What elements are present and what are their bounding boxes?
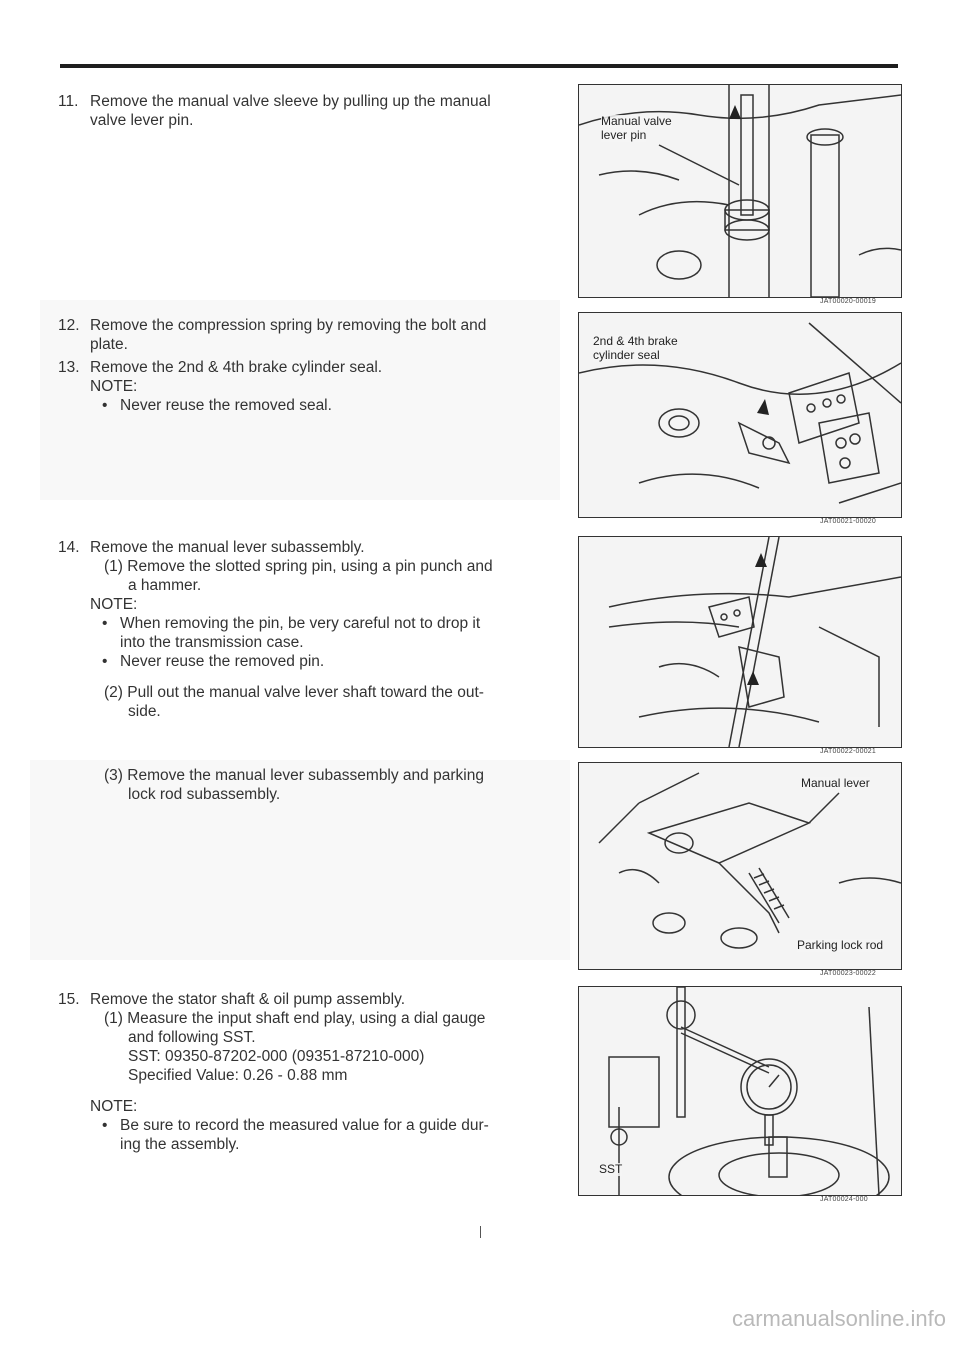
step-text: Remove the 2nd & 4th brake cylinder seal. [90, 359, 383, 376]
bullet-text: into the transmission case. [120, 634, 304, 651]
figure-label: cylinder seal [593, 348, 660, 362]
figure-manual-lever [578, 762, 902, 970]
figure-brake-cylinder-seal [578, 312, 902, 518]
step-text: Remove the stator shaft & oil pump assembly. [90, 991, 406, 1008]
step-number: 12. [58, 317, 80, 334]
note-heading: NOTE: [90, 378, 138, 395]
figure-slotted-spring-pin [578, 536, 902, 748]
bullet-text: When removing the pin, be very careful not to drop it [120, 615, 481, 632]
step-text: valve lever pin. [90, 112, 194, 129]
substep-text: and following SST. [128, 1029, 256, 1046]
figure-illustration [579, 987, 901, 1195]
step-number: 11. [58, 93, 79, 110]
header-rule [60, 64, 898, 68]
bullet-item [102, 614, 558, 652]
step-text: Remove the manual valve sleeve by pulling up the manual [90, 93, 491, 110]
specified-value: Specified Value: 0.26 - 0.88 mm [128, 1067, 348, 1084]
figure-code: JAT00023-00022 [820, 970, 876, 977]
sst-number: SST: 09350-87202-000 (09351-87210-000) [128, 1048, 425, 1065]
step-11 [58, 92, 558, 130]
step-text: Remove the manual lever subassembly. [90, 539, 365, 556]
substep-text: (3) Remove the manual lever subassembly and parking [104, 767, 484, 784]
step-15 [58, 990, 558, 1154]
figure-label: 2nd & 4th brake [593, 334, 678, 348]
figure-label: Manual lever [801, 776, 870, 790]
substep-text: lock rod subassembly. [128, 786, 281, 803]
bullet-item [102, 1116, 558, 1154]
bullet-dot: • [102, 397, 108, 414]
step-number: 14. [58, 539, 80, 556]
substep-text: side. [128, 703, 161, 720]
step-number: 15. [58, 991, 80, 1008]
watermark: carmanualsonline.info [731, 1306, 946, 1331]
figure-illustration [579, 537, 901, 747]
step-14 [58, 538, 558, 721]
step-13 [58, 358, 558, 415]
note-heading: NOTE: [90, 596, 138, 613]
bullet-item [102, 396, 558, 415]
bullet-dot: • [102, 615, 108, 632]
step-number: 13. [58, 359, 80, 376]
page-mark [480, 1226, 481, 1238]
bullet-item [102, 652, 558, 671]
substep-text: a hammer. [128, 577, 202, 594]
substep-text: (1) Remove the slotted spring pin, using a pin punch and [104, 558, 493, 575]
step-12 [58, 316, 558, 354]
bullet-text: Never reuse the removed pin. [120, 653, 325, 670]
step-14-sub3 [58, 766, 558, 804]
figure-code: JAT00024-000 [820, 1196, 868, 1203]
figure-label: Manual valve [601, 114, 672, 128]
step-text: plate. [90, 336, 128, 353]
figure-code: JAT00020-00019 [820, 298, 876, 305]
substep-text: (2) Pull out the manual valve lever shaft toward the out- [104, 684, 484, 701]
bullet-text: ing the assembly. [120, 1136, 240, 1153]
bullet-dot: • [102, 653, 108, 670]
figure-code: JAT00021-00020 [820, 518, 876, 525]
figure-manual-valve-lever-pin [578, 84, 902, 298]
figure-code: JAT00022-00021 [820, 748, 876, 755]
figure-dial-gauge [578, 986, 902, 1196]
substep-text: (1) Measure the input shaft end play, using a dial gauge [104, 1010, 486, 1027]
step-text: Remove the compression spring by removing the bolt and [90, 317, 487, 334]
figure-label: Parking lock rod [797, 938, 884, 952]
bullet-dot: • [102, 1117, 108, 1134]
note-heading: NOTE: [90, 1098, 138, 1115]
figure-label: lever pin [601, 128, 647, 142]
bullet-text: Never reuse the removed seal. [120, 397, 332, 414]
bullet-text: Be sure to record the measured value for a guide dur- [120, 1117, 489, 1134]
figure-label: SST [599, 1162, 623, 1176]
